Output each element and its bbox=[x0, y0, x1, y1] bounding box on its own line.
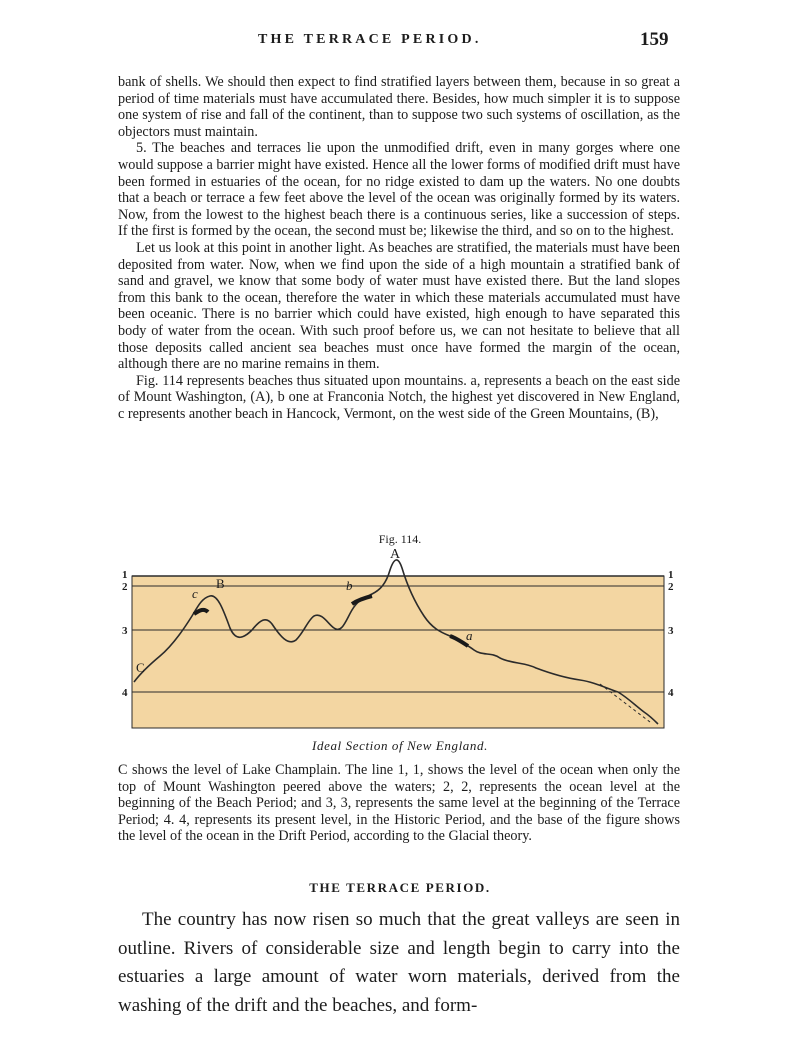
caption-text bbox=[118, 762, 680, 845]
caption-paragraph: C shows the level of Lake Champlain. The line 1, 1, shows the level of the ocean when only the top of Mount Washington peered above the waters; 2, 2, represents the ocean level at the beginning of the Beach Period; and 3, 3, represents the same level at the beginning of the Terrace Period; 4. 4, represents its present level, in the Historic Period, and the base of the figure shows the level of the ocean in the Drift Period, according to the Glacial theory. bbox=[118, 762, 680, 845]
running-title: THE TERRACE PERIOD. bbox=[258, 32, 482, 47]
level-number-right-2: 2 bbox=[668, 581, 674, 593]
level-number-left-3: 3 bbox=[122, 625, 128, 637]
paragraph: Let us look at this point in another light. As beaches are stratified, the materials must have been deposited from water. Now, when we find upon the side of a high mountain a stratified bank of sand and gravel, we know that some body of water must have existed there. But the land slopes from this bank to the ocean, therefore the water in which these materials accumulated must have been oceanic. There is no barrier which could have existed, high enough to have separated this body of water from the ocean. With such proof before us, we can not hesitate to believe that all those deposits called ancient sea beaches must once have formed the margin of the ocean, although there are no marine remains in them. bbox=[118, 239, 680, 373]
section-body bbox=[118, 906, 680, 1020]
label-B: B bbox=[216, 576, 225, 591]
figure-label: Fig. 114. bbox=[378, 532, 422, 546]
level-number-left-4: 4 bbox=[122, 687, 128, 699]
level-number-right-3: 3 bbox=[668, 625, 674, 637]
body-text bbox=[118, 74, 680, 422]
section-paragraph: The country has now risen so much that the great valleys are seen in outline. Rivers of considerable size and length begin to carry into the estuaries a large amount of water worn materials, derived from the washing of the drift and the beaches, and form- bbox=[118, 909, 680, 1016]
level-number-right-4: 4 bbox=[668, 687, 674, 699]
label-a: a bbox=[466, 628, 473, 643]
diagram-background bbox=[132, 576, 664, 728]
paragraph: Fig. 114 represents beaches thus situated upon mountains. a, represents a beach on the east side of Mount Washington, (A), b one at Franconia Notch, the highest yet discovered in New England, c represents another beach in Hancock, Vermont, on the west side of the Green Mountains, (B), bbox=[118, 372, 680, 422]
label-A: A bbox=[390, 547, 401, 562]
figure-caption: Ideal Section of New England. bbox=[312, 738, 488, 753]
figure-114 bbox=[120, 532, 680, 762]
level-number-right-1: 1 bbox=[668, 569, 674, 581]
paragraph: 5. The beaches and terraces lie upon the unmodified drift, even in many gorges where one would suppose a barrier might have existed. Hence all the lower forms of modified drift must have been formed in estuaries of the ocean, for no ridge existed to dam up the waters. No one doubts that a beach or terrace a few feet above the level of the ocean was originally formed by its waters. Now, from the lowest to the highest beach there is a continuous series, like a succession of steps. If the first is formed by the ocean, the second must be; likewise the third, and so on to the highest. bbox=[118, 140, 680, 240]
section-heading: THE TERRACE PERIOD. bbox=[309, 880, 491, 895]
page-number: 159 bbox=[640, 29, 669, 50]
running-header bbox=[0, 29, 800, 56]
section-diagram bbox=[120, 546, 680, 732]
level-number-left-2: 2 bbox=[122, 581, 128, 593]
paragraph: bank of shells. We should then expect to find stratified layers between them, because in so great a period of time materials must have accumulated there. Besides, how much simpler it is to suppose one system of rise and fall of the continent, than to suppose two such systems of oscillation, as the objectors must maintain. bbox=[118, 74, 680, 140]
level-number-left-1: 1 bbox=[122, 569, 128, 581]
label-C: C bbox=[136, 660, 145, 675]
label-c: c bbox=[192, 586, 198, 601]
label-b: b bbox=[346, 578, 353, 593]
